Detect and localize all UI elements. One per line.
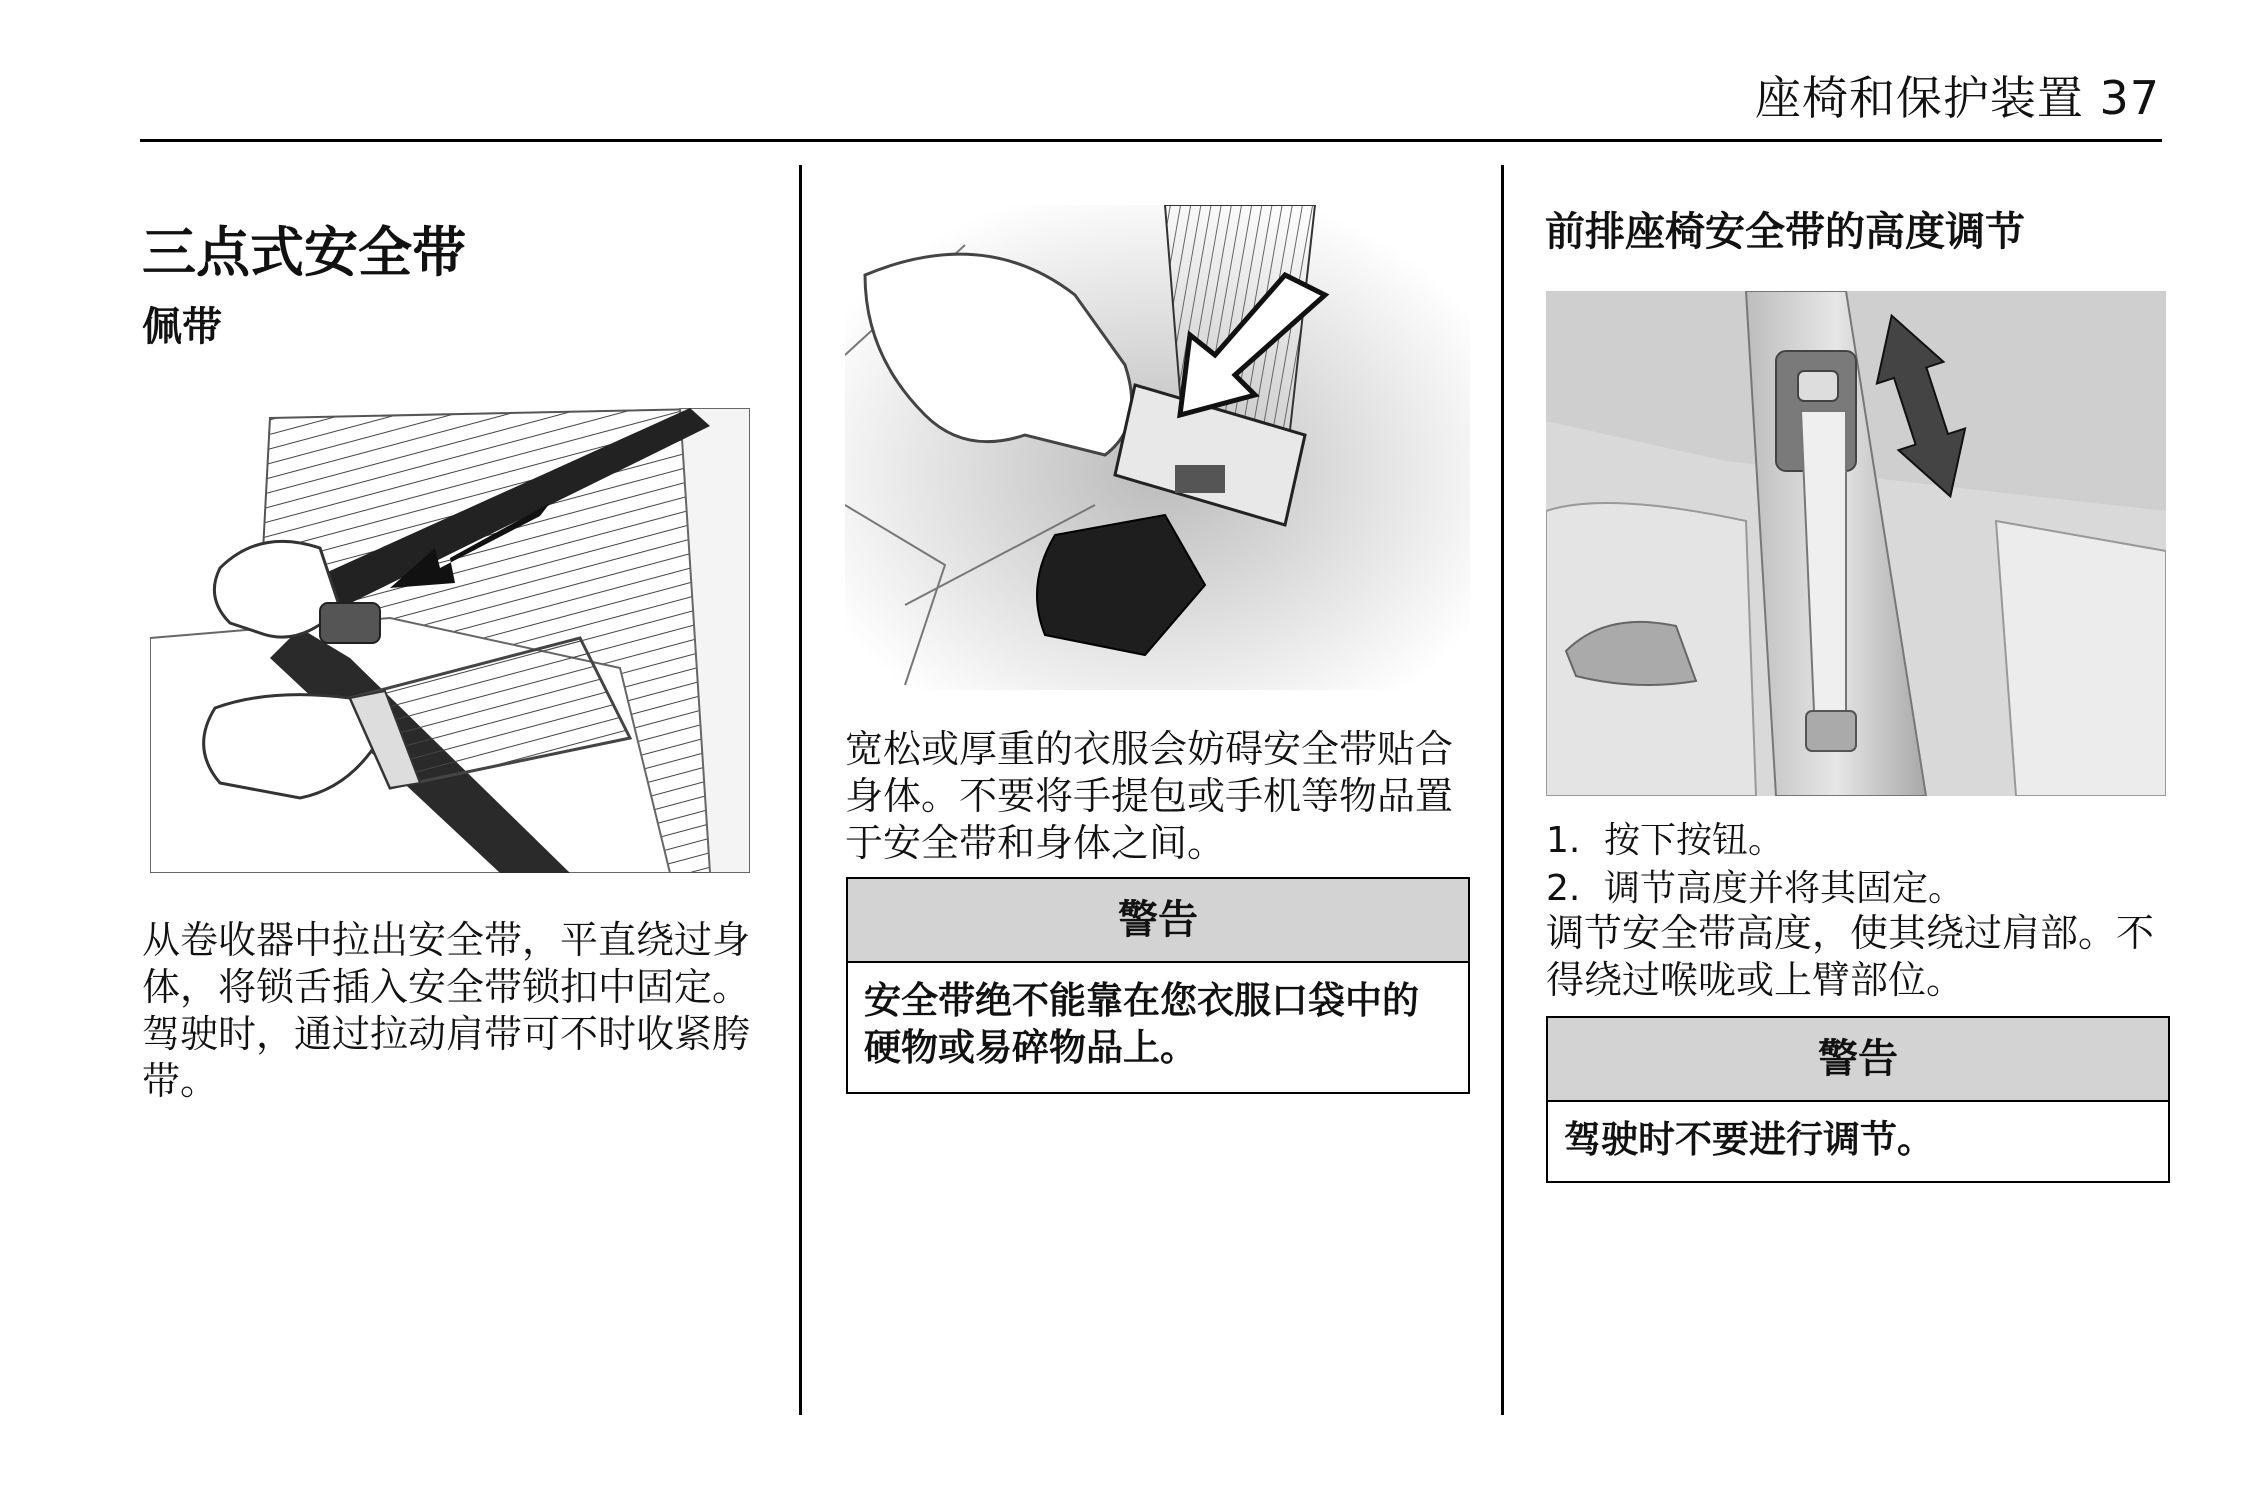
warning-box — [1546, 1016, 2170, 1183]
step-text: 按下按钮。 — [1604, 820, 1785, 861]
section-title: 座椅和保护装置 — [1754, 71, 2084, 125]
step-number: 2. — [1546, 868, 1581, 909]
adjust-steps — [1546, 817, 2166, 913]
buckle-insertion-illustration — [845, 205, 1470, 690]
warning-line: 硬物或易碎物品上。 — [864, 1026, 1197, 1069]
step-text: 调节高度并将其固定。 — [1604, 868, 1965, 909]
column-divider-1 — [799, 165, 802, 1415]
clothing-note — [845, 726, 1485, 867]
paragraph-line: 体，将锁舌插入安全带锁扣中固定。 — [142, 965, 751, 1009]
running-header — [1755, 62, 2160, 128]
paragraph-line: 得绕过喉咙或上臂部位。 — [1546, 958, 1965, 1002]
paragraph-line: 宽松或厚重的衣服会妨碍安全带贴合 — [845, 727, 1454, 771]
step-item — [1546, 865, 2166, 913]
page-number: 37 — [2099, 71, 2160, 125]
paragraph-line: 身体。不要将手提包或手机等物品置 — [845, 774, 1454, 818]
warning-box — [846, 877, 1470, 1094]
adjust-note — [1546, 910, 2166, 1004]
wearing-instructions — [142, 917, 782, 1105]
warning-title: 警告 — [1548, 1018, 2168, 1102]
warning-body — [848, 963, 1468, 1085]
warning-body: 驾驶时不要进行调节。 — [1564, 1118, 1934, 1161]
fastening-seatbelt-illustration — [150, 408, 750, 873]
paragraph-line: 调节安全带高度，使其绕过肩部。不 — [1546, 911, 2155, 955]
step-item — [1546, 817, 2166, 865]
header-rule — [140, 139, 2162, 142]
paragraph-line: 从卷收器中拉出安全带，平直绕过身 — [142, 918, 751, 962]
warning-line: 安全带绝不能靠在您衣服口袋中的 — [864, 979, 1419, 1022]
warning-title: 警告 — [848, 879, 1468, 963]
paragraph-line: 带。 — [142, 1059, 219, 1103]
subsection-heading: 佩带 — [142, 304, 222, 350]
paragraph-line: 驾驶时，通过拉动肩带可不时收紧胯 — [142, 1012, 751, 1056]
paragraph-line: 于安全带和身体之间。 — [845, 821, 1226, 865]
height-adjust-heading: 前排座椅安全带的高度调节 — [1545, 209, 2025, 255]
step-number: 1. — [1546, 820, 1581, 861]
column-divider-2 — [1501, 165, 1504, 1415]
section-heading: 三点式安全带 — [142, 221, 466, 284]
height-adjuster-illustration — [1546, 291, 2166, 796]
